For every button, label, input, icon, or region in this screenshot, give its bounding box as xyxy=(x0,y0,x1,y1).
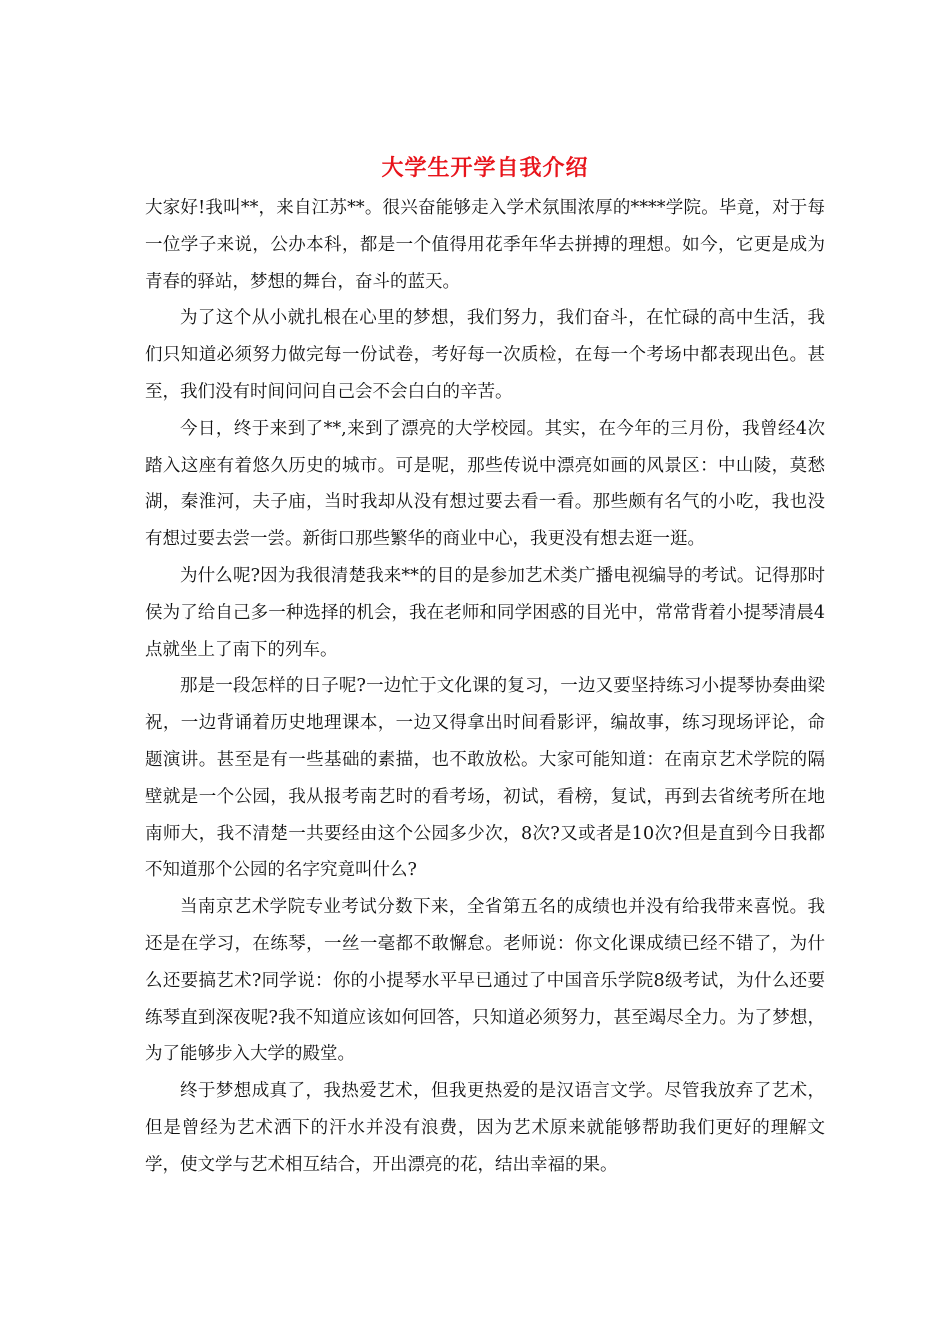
paragraph-days: 那是一段怎样的日子呢?一边忙于文化课的复习，一边又要坚持练习小提琴协奏曲梁祝，一边背诵着历史地理课本，一边又得拿出时间看影评，编故事，练习现场评论，命题演讲。甚至是有一些基础的素描，也不敢放松。大家可能知道：在南京艺术学院的隔壁就是一个公园，我从报考南艺时的看考场，初试，看榜，复试，再到去省统考所在地南师大，我不清楚一共要经由这个公园多少次，8次?又或者是10次?但是直到今日我都不知道那个公园的名字究竟叫什么? xyxy=(145,676,825,881)
paragraph-exam: 当南京艺术学院专业考试分数下来，全省第五名的成绩也并没有给我带来喜悦。我还是在学习，在练琴，一丝一毫都不敢懈怠。老师说：你文化课成绩已经不错了，为什么还要搞艺术?同学说：你的小提琴水平早已通过了中国音乐学院8级考试，为什么还要练琴直到深夜呢?我不知道应该如何回答，只知道必须努力，甚至竭尽全力。为了梦想，为了能够步入大学的殿堂。 xyxy=(145,897,825,1065)
paragraph-intro: 大家好!我叫**，来自江苏**。很兴奋能够走入学术氛围浓厚的****学院。毕竟，对于每一位学子来说，公办本科，都是一个值得用花季年华去拼搏的理想。如今，它更是成为青春的驿站，梦想的舞台，奋斗的蓝天。 xyxy=(145,198,825,292)
paragraph-conclusion: 终于梦想成真了，我热爱艺术，但我更热爱的是汉语言文学。尽管我放弃了艺术，但是曾经为艺术洒下的汗水并没有浪费，因为艺术原来就能够帮助我们更好的理解文学，使文学与艺术相互结合，开出漂亮的花，结出幸福的果。 xyxy=(145,1081,825,1175)
paragraph-arrival: 今日，终于来到了**,来到了漂亮的大学校园。其实，在今年的三月份，我曾经4次踏入这座有着悠久历史的城市。可是呢，那些传说中漂亮如画的风景区：中山陵，莫愁湖，秦淮河，夫子庙，当时我却从没有想过要去看一看。那些颇有名气的小吃，我也没有想过要去尝一尝。新街口那些繁华的商业中心，我更没有想去逛一逛。 xyxy=(145,418,825,550)
paragraph-purpose: 为什么呢?因为我很清楚我来**的目的是参加艺术类广播电视编导的考试。记得那时侯为了给自己多一种选择的机会，我在老师和同学困惑的目光中，常常背着小提琴清晨4点就坐上了南下的列车。 xyxy=(145,565,825,660)
document-body xyxy=(145,148,825,1184)
document-title: 大学生开学自我介绍 xyxy=(381,155,589,181)
paragraph-dream: 为了这个从小就扎根在心里的梦想，我们努力，我们奋斗，在忙碌的高中生活，我们只知道必须努力做完每一份试卷，考好每一次质检，在每一个考场中都表现出色。甚至，我们没有时间问问自己会不会白白的辛苦。 xyxy=(145,308,825,402)
